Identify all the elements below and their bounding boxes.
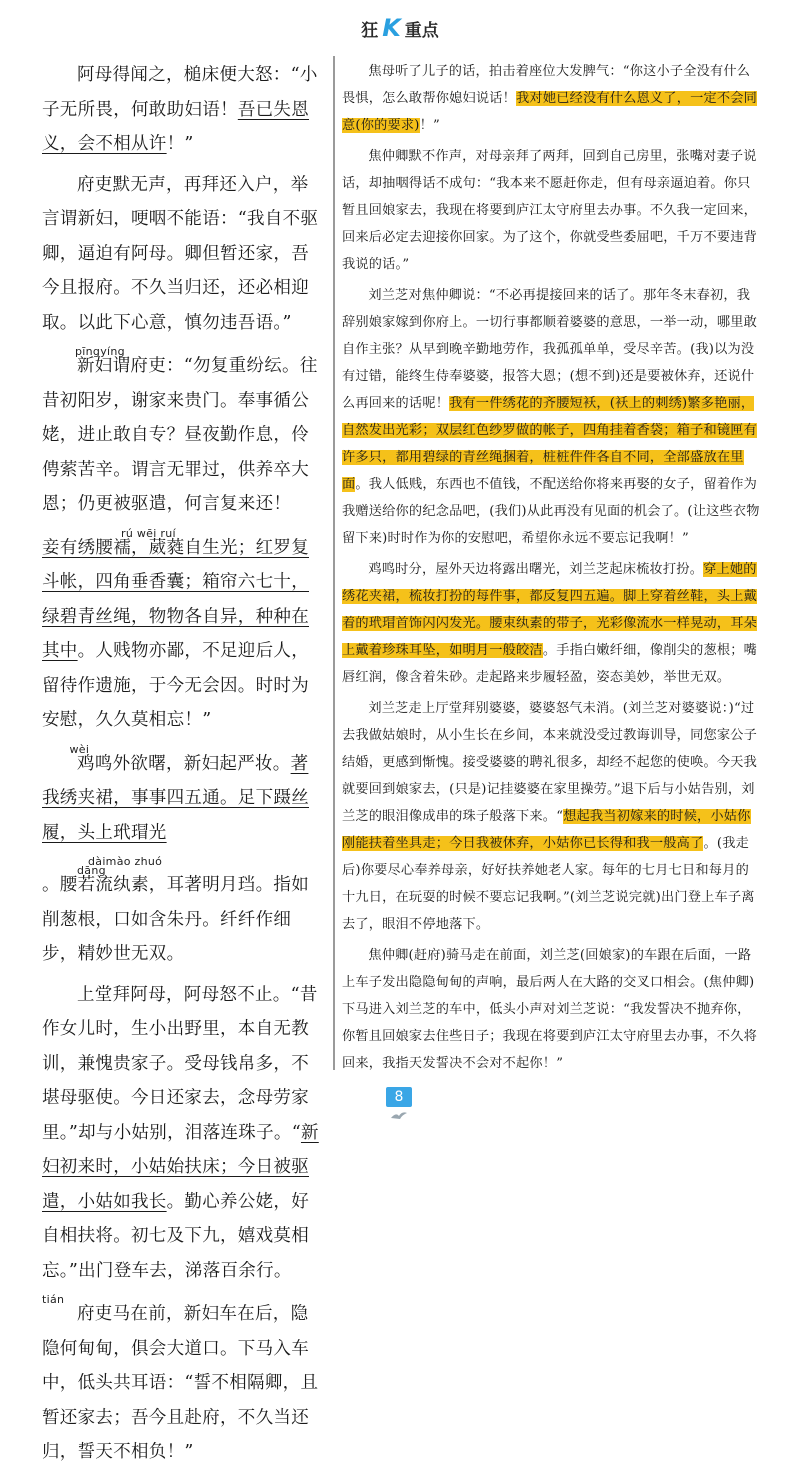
- pinyin-annotation: wèi: [69, 742, 90, 756]
- orig-para-2: 府吏默无声，再拜还入户，举言谓新妇，哽咽不能语：“我自不驱卿，逼迫有阿母。卿但暂还家，吾今且报府。不久当归还，还必相迎取。以此下心意，慎勿违吾语。”: [42, 174, 319, 333]
- text: 鸡鸣外欲曙，新妇起严妆。: [77, 753, 291, 774]
- underlined-text: 著我绣夹裙，事事四五通。足下蹑丝履，头上玳瑁光: [42, 753, 309, 843]
- orig-para-6: 府吏马在前，新妇车在后，隐隐何甸甸，俱会大道口。下马入车中，低头共耳语：“誓不相隔卿，且暂还家去；吾今且赴府，不久当还归，誓天不相负！”: [42, 1304, 319, 1462]
- trans-para-6: 焦仲卿(赶府)骑马走在前面，刘兰芝(回娘家)的车跟在后面，一路上车子发出隐隐甸甸的声响，最后两人在大路的交叉口相会。(焦仲卿)下马进入刘兰芝的车中，低头小声对刘兰芝说：“我发誓决不抛弃你，你暂且回娘家去住些日子；我现在将要到庐江太守府里去办事，不久将回来，我指天发誓决不会对不起你！”: [342, 948, 758, 1071]
- pinyin-annotation: rú wēi ruí: [121, 526, 176, 540]
- translation-column: [342, 58, 762, 1081]
- highlighted-text: 我对她已经没有什么恩义了，一定不会同意(你的要求): [342, 91, 758, 133]
- highlighted-text: 想起我当初嫁来的时候，小姑你刚能扶着坐具走；今日我被休弃，小姑你已长得和我一般高了: [342, 809, 751, 851]
- trans-para-2: 焦仲卿默不作声，对母亲拜了两拜，回到自己房里，张嘴对妻子说话，却抽咽得话不成句：“我本来不愿赶你走，但有母亲逼迫着。你只暂且回娘家去，我现在将要到庐江太守府里去办事。不久我一定回来，回来后必定去迎接你回家。为了这个，你就受些委屈吧，千万不要违背我说的话。”: [342, 149, 758, 272]
- original-text-column: [42, 58, 324, 1476]
- orig-para-5: [42, 978, 324, 1289]
- orig-para-3: [42, 349, 324, 738]
- brand-text-b: 重点: [404, 20, 439, 41]
- highlighted-text: 我有一件绣花的齐腰短袄，(袄上的刺绣)繁多艳丽，自然发出光彩；双层红色纱罗做的帐子，四角挂着香袋；箱子和镜匣有许多只，都用碧绿的青丝绳捆着，桩桩件件各自不同，全部盛放在里面: [342, 396, 758, 492]
- underlined-text: 新妇初来时，小姑始扶床；今日被驱遣，小姑如我长: [42, 1122, 319, 1212]
- text: 。(我走后)你要尽心奉养母亲，好好扶养她老人家。每年的七月七日和每月的十九日，在玩耍的时候不要忘记我啊。”(刘兰芝说完就)出门登上车子离去了，眼泪不停地落下。: [342, 836, 755, 932]
- pinyin-annotation: dāng: [77, 864, 106, 877]
- text: 。腰若流纨素，耳著明月珰。指如削葱根，口如含朱丹。纤纤作细步，精妙世无双。: [42, 875, 309, 964]
- brand-logo: [361, 14, 439, 42]
- brand-text-a: 狂: [361, 20, 379, 41]
- text: 刘兰芝对焦仲卿说：“不必再提接回来的话了。那年冬末春初，我辞别娘家嫁到你府上。一切行事都顺着婆婆的意思，一举一动，哪里敢自作主张？从早到晚辛勤地劳作，我孤孤单单，受尽辛苦。(我)以为没有过错，能终生侍奉婆婆，报答大恩；(想不到)还是要被休弃，还说什么再回来的话呢！: [342, 288, 758, 411]
- column-divider: [333, 56, 335, 1070]
- text: ！”: [166, 134, 194, 154]
- orig-para-1: [42, 58, 324, 162]
- text: 。人贱物亦鄙，不足迎后人，留待作遗施，于今无会因。时时为安慰，久久莫相忘！”: [42, 641, 310, 730]
- brand-k: K: [382, 14, 401, 42]
- text: ！”: [419, 118, 440, 133]
- underlined-text: 妾有绣腰襦，葳蕤自生光；红罗复斗帐，四角垂香囊；箱帘六七十，绿碧青丝绳，物物各自异，种种在其中: [42, 537, 309, 661]
- text: 新妇谓府吏：“勿复重纷纭。往昔初阳岁，谢家来贵门。奉事循公姥，进止敢自专？昼夜勤作息，伶俜萦苦辛。谓言无罪过，供养卒大恩；仍更被驱遣，何言复来还！: [42, 356, 318, 514]
- pinyin-annotation: dàimào zhuó: [88, 855, 163, 868]
- trans-para-5: [342, 695, 762, 938]
- trans-para-4: [342, 556, 762, 691]
- trans-para-3: [342, 282, 762, 552]
- pinyin-annotation: tián: [42, 1293, 65, 1306]
- bird-ornament-icon: [390, 1110, 408, 1120]
- underlined-text: 吾已失恩义，会不相从许: [42, 99, 310, 154]
- text: 。我人低贱，东西也不值钱，不配送给你将来再娶的女子，留着作为我赠送给你的纪念品吧，(我们)从此再没有见面的机会了。(让这些衣物留下来)时时作为你的安慰吧，希望你永远不要忘记我啊！”: [342, 477, 760, 546]
- text: 阿母得闻之，槌床便大怒：“小子无所畏，何敢助妇语！: [42, 65, 318, 120]
- trans-para-1: [342, 58, 762, 139]
- text: 刘兰芝走上厅堂拜别婆婆，婆婆怒气未消。(刘兰芝对婆婆说：)“过去我做姑娘时，从小生长在乡间，本来就没受过教诲训导，同您家公子结婚，更感到惭愧。接受婆婆的聘礼很多，却经不起您的使唤。今天我就要回到娘家去，(只是)记挂婆婆在家里操劳。”退下后与小姑告别，刘兰芝的眼泪像成串的珠子般落下来。“: [342, 701, 758, 824]
- orig-para-4: [42, 747, 324, 972]
- page-number: 8: [386, 1087, 412, 1107]
- text: 。手指白嫩纤细，像削尖的葱根；嘴唇红润，像含着朱砂。走起路来步履轻盈，姿态美妙，举世无双。: [342, 643, 758, 685]
- highlighted-text: 穿上她的绣花夹裙，梳妆打扮的每件事，都反复四五遍。脚上穿着丝鞋，头上戴着的玳瑁首饰闪闪发光。腰束纨素的带子，光彩像流水一样晃动，耳朵上戴着珍珠耳坠，如明月一般皎洁: [342, 562, 758, 658]
- pinyin-annotation: pīngyíng: [75, 345, 125, 358]
- text: 。勤心养公姥，好自相扶将。初七及下九，嬉戏莫相忘。”出门登车去，涕落百余行。: [42, 1191, 310, 1281]
- page-header: [0, 14, 800, 50]
- text: 上堂拜阿母，阿母怒不止。“昔作女儿时，生小出野里，本自无教训，兼愧贵家子。受母钱帛多，不堪母驱使。今日还家去，念母劳家里。”却与小姑别，泪落连珠子。“: [42, 984, 318, 1143]
- text: 焦母听了儿子的话，拍击着座位大发脾气：“你这小子全没有什么畏惧，怎么敢帮你媳妇说话！: [342, 64, 751, 106]
- text: 鸡鸣时分，屋外天边将露出曙光，刘兰芝起床梳妆打扮。: [368, 562, 704, 577]
